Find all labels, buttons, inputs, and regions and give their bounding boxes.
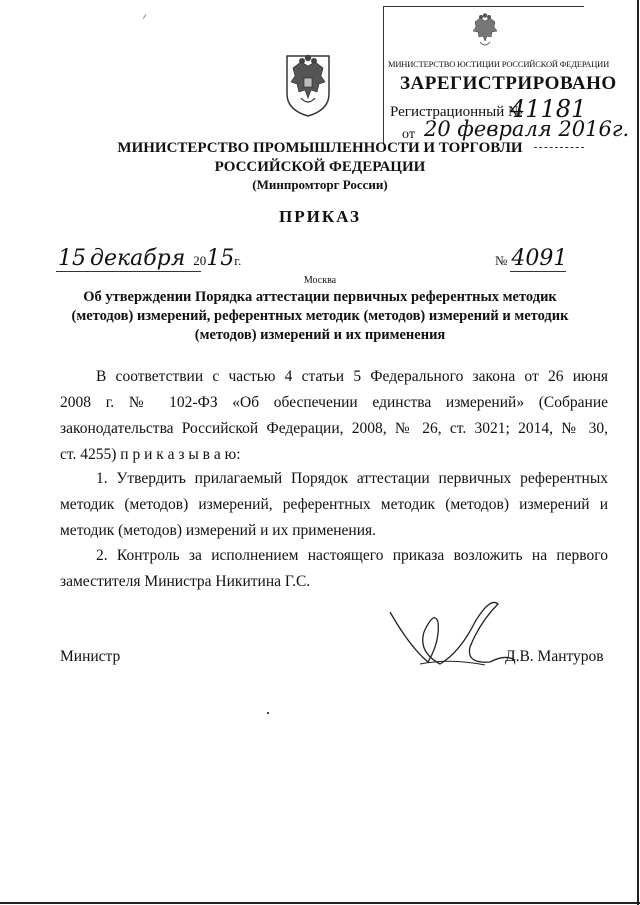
order-date-month: декабря [90, 246, 186, 271]
scan-speck [267, 712, 269, 714]
order-number-underline [510, 271, 566, 272]
ministry-title-line2: РОССИЙСКОЙ ФЕДЕРАЦИИ [214, 159, 426, 175]
order-title-line2: (методов) измерений, референтных методик (методов) измерений и методик [71, 308, 569, 324]
order-title-line1: Об утверждении Порядка аттестации первичных референтных методик [83, 289, 557, 305]
stamp-reg-number: 41181 [510, 95, 587, 123]
stamp-date-value: 20 февраля 2016г. [424, 117, 630, 141]
order-date-year-prefix: 20 [193, 253, 207, 268]
signatory-position: Министр [60, 648, 121, 665]
body-line: 1. Утвердить прилагаемый Порядок аттестации первичных референтных [96, 470, 608, 487]
order-date-year-letter: г. [234, 253, 242, 268]
body-paragraph-1 [60, 364, 608, 468]
scan-border-bottom [0, 902, 640, 904]
handwritten-signature [380, 592, 520, 672]
signatory-name: Д.В. Мантуров [505, 648, 604, 665]
order-number-prefix: № [495, 253, 508, 268]
ministry-short-name: (Минпромторг России) [252, 177, 388, 192]
order-number-value: 4091 [511, 246, 568, 271]
order-number [495, 246, 567, 271]
body-line: методик (методов) измерений, референтных методик (методов) измерений и [60, 496, 608, 513]
ministry-title-line1: МИНИСТЕРСТВО ПРОМЫШЛЕННОСТИ И ТОРГОВЛИ [117, 140, 523, 156]
body-line: 2008 г. № 102-ФЗ «Об обеспечении единства измерений» (Собрание [60, 394, 608, 411]
order-date-year-suffix: 15 [206, 246, 235, 271]
registration-stamp [383, 6, 630, 143]
scan-border-right [637, 0, 639, 905]
stamp-registered: ЗАРЕГИСТРИРОВАНО [400, 73, 617, 94]
body-line: методик (методов) измерений и их применения. [60, 522, 377, 539]
stamp-reg-label: Регистрационный № [390, 104, 523, 120]
coat-of-arms-emblem [283, 52, 333, 118]
stamp-date-prefix: от [402, 127, 415, 142]
body-paragraph-3 [60, 543, 608, 595]
body-line: ст. 4255) п р и к а з ы в а ю: [60, 446, 241, 463]
stamp-ministry-line: МИНИСТЕРСТВО ЮСТИЦИИ РОССИЙСКОЙ ФЕДЕРАЦИИ [388, 59, 610, 69]
order-date-day: 15 [58, 246, 86, 271]
order-title-line3: (методов) измерений и их применения [194, 327, 446, 343]
body-line: законодательства Российской Федерации, 2008, № 26, ст. 3021; 2014, № 30, [60, 420, 608, 437]
body-paragraph-2 [60, 466, 608, 544]
order-date-underline [56, 271, 201, 272]
scan-speck [143, 14, 146, 19]
order-date [58, 246, 241, 271]
small-emblem-icon [470, 13, 500, 51]
document-type: ПРИКАЗ [279, 207, 361, 226]
order-city: Москва [303, 275, 337, 286]
body-line: 2. Контроль за исполнением настоящего приказа возложить на первого [96, 547, 608, 564]
body-line: В соответствии с частью 4 статьи 5 Федерального закона от 26 июня [96, 368, 608, 385]
body-line: заместителя Министра Никитина Г.С. [60, 573, 311, 590]
